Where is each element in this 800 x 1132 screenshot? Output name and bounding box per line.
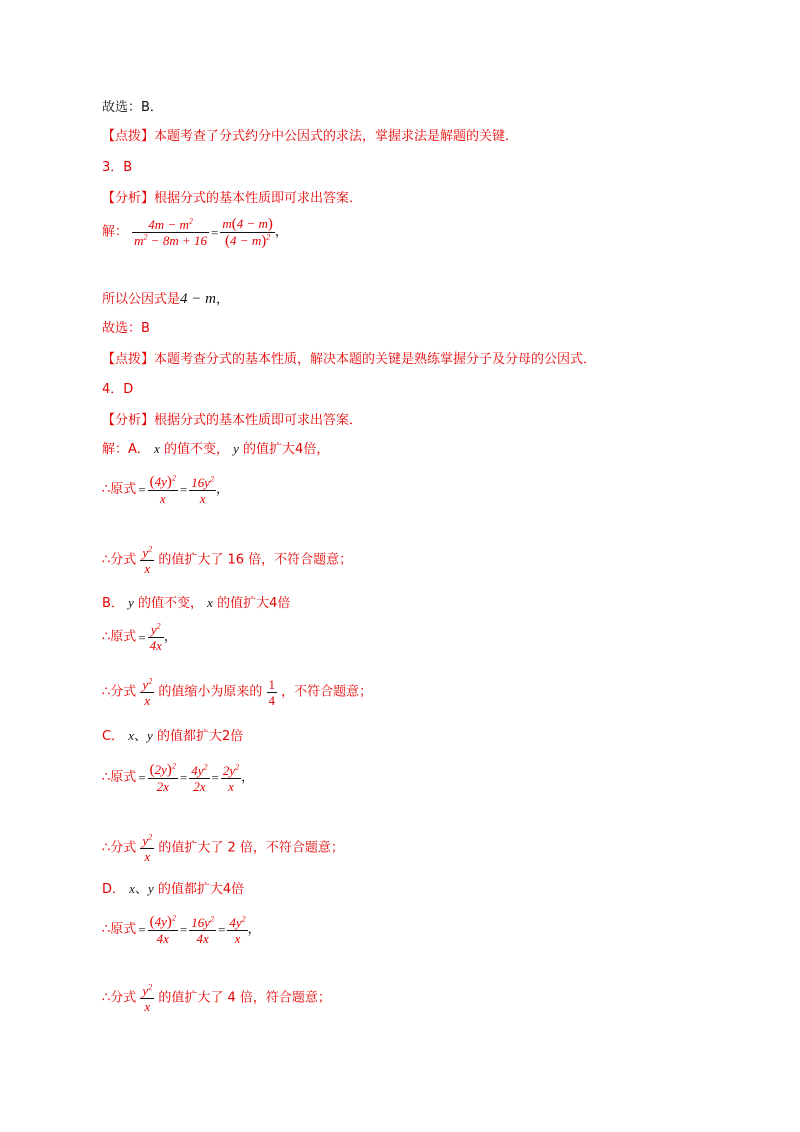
fraction-y2-x: $\frac{y^2}{x}$ xyxy=(142,982,153,1014)
solution-3: 解： $\frac{4m - m^2}{m^2 - 8m + 16}$ = $\frac{m(4 - m)}{(4 - m)^2}$ ， xyxy=(102,216,288,249)
fraction-16y2-x: $\frac{16y^2}{x}$ xyxy=(191,474,215,506)
option-c-text: 的值都扩大2倍 xyxy=(156,729,244,744)
analysis-3: 【分析】根据分式的基本性质即可求出答案． xyxy=(102,191,363,206)
option-d-formula: ∴原式 = $\frac{(4y)^2}{4x}$ = $\frac{16y^2}{4x}$ = $\frac{4y^2}{x}$ ， xyxy=(102,913,261,946)
var-x: x xyxy=(154,441,160,456)
option-a-text-2: 的值扩大4倍， xyxy=(243,442,330,457)
option-a-formula: ∴原式 = $\frac{(4y)^2}{x}$ = $\frac{16y^2}{x}$ ， xyxy=(102,473,230,506)
option-a-label: 解：A． xyxy=(102,442,150,457)
fraction-4y2-x: $\frac{(4y)^2}{x}$ xyxy=(149,473,176,506)
option-a-text-1: 的值不变， xyxy=(163,442,229,457)
fraction-factored: $\frac{m(4 - m)}{(4 - m)^2}$ xyxy=(222,216,273,249)
comma: ， xyxy=(247,922,261,937)
option-c-formula: ∴原式 = $\frac{(2y)^2}{2x}$ = $\frac{4y^2}{2x}$ = $\frac{2y^2}{x}$ ， xyxy=(102,761,255,794)
question-4-answer: 4．D xyxy=(102,382,134,397)
therefore-fraction: ∴分式 xyxy=(102,840,137,856)
option-d-conclusion xyxy=(102,983,331,1014)
option-d-desc xyxy=(102,880,244,899)
fraction-y2-4x: $\frac{y^2}{4x}$ xyxy=(149,621,162,653)
therefore-original: ∴原式 xyxy=(102,770,137,785)
comma: ， xyxy=(163,629,177,645)
option-b-text-1: 的值不变， xyxy=(137,596,203,611)
hint-note-1: 【点拨】本题考查了分式约分中公因式的求法，掌握求法是解题的关键． xyxy=(102,129,519,144)
solution-label: 解： xyxy=(102,224,129,240)
comma: ， xyxy=(216,482,230,497)
fraction-2y2-2x: $\frac{(2y)^2}{2x}$ xyxy=(149,761,176,794)
question-3-answer: 3．B xyxy=(102,160,133,175)
option-d-result: 的值扩大了 4 倍，符合题意； xyxy=(158,990,331,1006)
therefore-original: ∴原式 xyxy=(102,922,137,937)
common-factor-expr: 4 − m xyxy=(180,291,216,307)
fraction-y2-x: $\frac{y^2}{x}$ xyxy=(142,544,153,576)
option-d-label: D． xyxy=(102,882,126,897)
common-factor-statement xyxy=(102,290,229,309)
option-a-conclusion xyxy=(102,545,352,576)
var-x: x xyxy=(207,595,213,610)
option-b-label: B． xyxy=(102,596,124,611)
answer-choice-b: 故选：B． xyxy=(102,100,163,115)
fraction-4y2-2x: $\frac{4y^2}{2x}$ xyxy=(191,762,208,794)
option-c-desc xyxy=(102,727,243,746)
vars-x-y: x、y xyxy=(128,728,153,743)
option-c-label: C． xyxy=(102,729,125,744)
option-b-result-text: 的值缩小为原来的 xyxy=(158,684,263,700)
hint-note-2: 【点拨】本题考查分式的基本性质，解决本题的关键是熟练掌握分子及分母的公因式． xyxy=(102,352,597,367)
fraction-2y2-x: $\frac{2y^2}{x}$ xyxy=(222,762,240,794)
therefore-fraction: ∴分式 xyxy=(102,684,137,700)
fraction-16y2-4x: $\frac{16y^2}{4x}$ xyxy=(191,914,215,946)
comma: ， xyxy=(215,292,229,307)
therefore-fraction: ∴分式 xyxy=(102,552,137,568)
comma: ， xyxy=(274,224,288,240)
fraction-4y2-4x: $\frac{(4y)^2}{4x}$ xyxy=(149,913,176,946)
common-factor-label: 所以公因式是 xyxy=(102,292,181,307)
fraction-one-quarter: $\frac{1}{4}$ xyxy=(268,677,275,708)
therefore-fraction: ∴分式 xyxy=(102,990,137,1006)
fraction-4y2-x: $\frac{4y^2}{x}$ xyxy=(229,914,246,946)
fraction-y2-x: $\frac{y^2}{x}$ xyxy=(142,676,153,708)
var-y: y xyxy=(128,595,134,610)
option-b-desc xyxy=(102,594,290,613)
comma: ， xyxy=(241,770,255,785)
option-b-text-2: 的值扩大4倍 xyxy=(217,596,291,611)
vars-x-y: x、y xyxy=(129,881,154,896)
option-a-result: 的值扩大了 16 倍，不符合题意； xyxy=(158,552,353,568)
option-b-formula: ∴原式 = $\frac{y^2}{4x}$ ， xyxy=(102,621,177,653)
var-y: y xyxy=(233,441,239,456)
option-c-result: 的值扩大了 2 倍，不符合题意； xyxy=(158,840,344,856)
therefore-original: ∴原式 xyxy=(102,482,137,497)
option-a-desc xyxy=(102,440,329,459)
option-b-result-suffix: ，不符合题意； xyxy=(281,684,373,700)
answer-choice-b-2: 故选：B xyxy=(102,321,150,336)
fraction-4m-m2: $\frac{4m - m^2}{m^2 - 8m + 16}$ xyxy=(134,216,207,248)
analysis-4: 【分析】根据分式的基本性质即可求出答案． xyxy=(102,413,363,428)
fraction-y2-x: $\frac{y^2}{x}$ xyxy=(142,832,153,864)
option-d-text: 的值都扩大4倍 xyxy=(157,882,245,897)
therefore-original: ∴原式 xyxy=(102,629,137,645)
option-c-conclusion xyxy=(102,833,344,864)
option-b-conclusion xyxy=(102,677,372,708)
